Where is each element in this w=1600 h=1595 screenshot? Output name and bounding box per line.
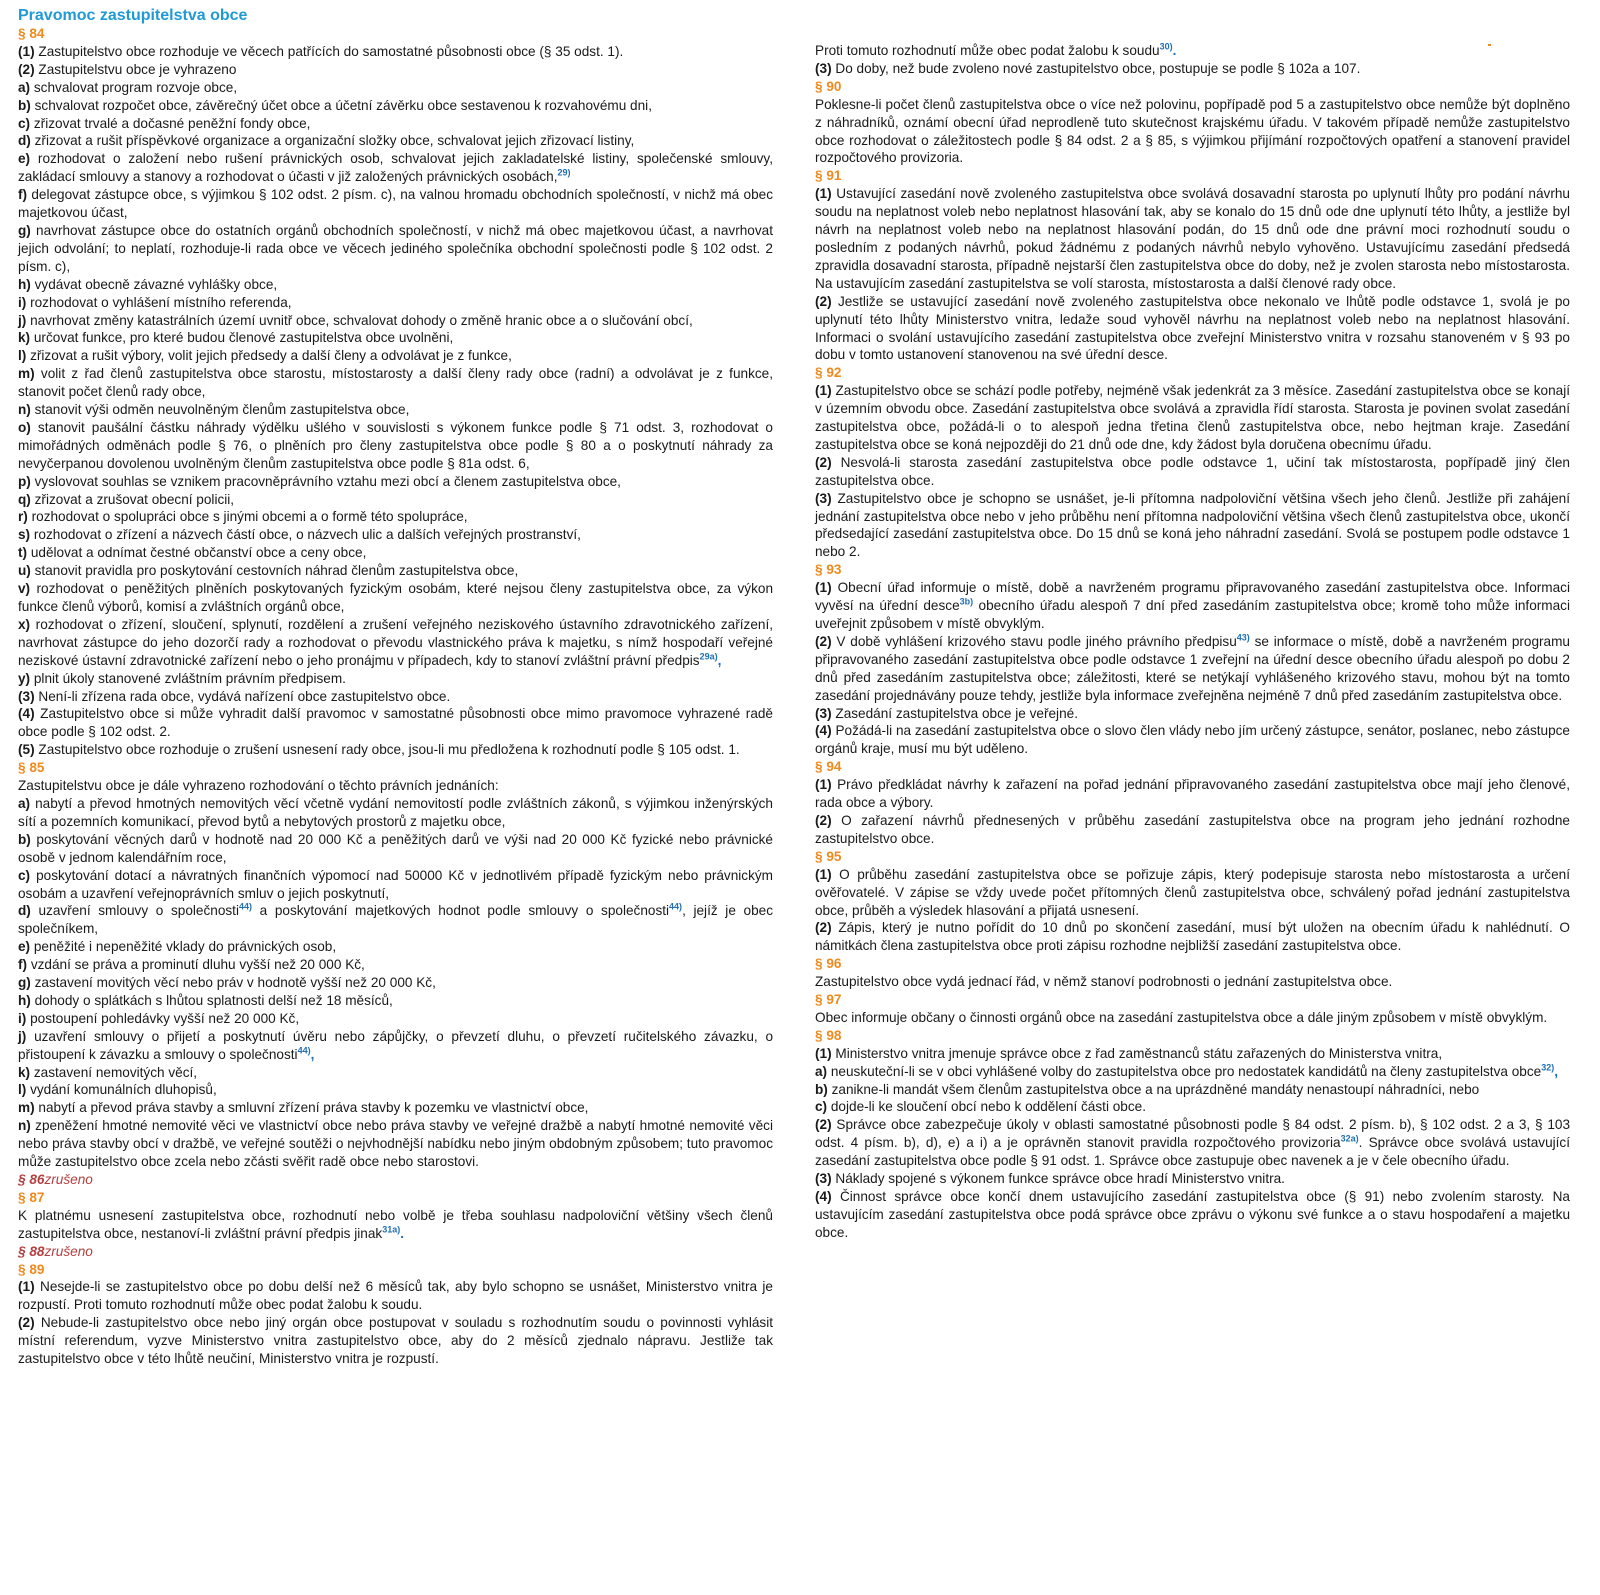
- paragraph-text: zpeněžení hmotné nemovité věci ve vlastnictví obce nebo práva stavby ve veřejné dražbě a nabytí hmotné nemovité věci nebo práva stavby obcí v dražbě, ve veřejné soutěži o nejvhodnější nabídku nebo jiným obdobným způsobem; tuto pravomoc může zastupitelstvo obce zcela nebo zčásti svěřit radě obce nebo starostovi.: [18, 1118, 773, 1170]
- paragraph-label: (1): [815, 866, 832, 882]
- section-heading: § 94: [815, 759, 842, 775]
- paragraph-text: udělovat a odnímat čestné občanství obce a ceny obce,: [27, 545, 367, 561]
- paragraph-label: (4): [18, 706, 35, 722]
- paragraph-text: Požádá-li na zasedání zastupitelstva obce o slovo člen vlády nebo jím určený zástupce, senátor, poslanec, nebo zástupce orgánů kraje, musí mu být uděleno.: [815, 723, 1570, 757]
- paragraph-text: plnit úkoly stanovené zvláštním právním předpisem.: [30, 670, 346, 686]
- paragraph-text: Zastupitelstvo obce si může vyhradit další pravomoc v samostatné působnosti obce mimo pravomoce vyhrazené radě obce podle § 102 odst. 2.: [18, 706, 773, 740]
- section-heading: § 85: [18, 760, 45, 776]
- paragraph-label: c): [815, 1099, 828, 1115]
- paragraph-text: Do doby, než bude zvoleno nové zastupitelstvo obce, postupuje se podle § 102a a 107.: [831, 60, 1361, 76]
- paragraph: [18, 419, 773, 473]
- paragraph-label: h): [18, 992, 31, 1008]
- paragraph-label: (2): [815, 633, 832, 649]
- paragraph-label: j): [18, 312, 27, 328]
- paragraph-label: (2): [815, 920, 832, 936]
- paragraph-label: p): [18, 473, 31, 489]
- paragraph: [18, 956, 773, 974]
- footnote-ref: 29a): [699, 651, 718, 662]
- section-heading: § 89: [18, 1261, 45, 1277]
- paragraph-label: x): [18, 616, 31, 632]
- paragraph-text: Ministerstvo vnitra jmenuje správce obce z řad zaměstnanců státu zařazených do Ministerstva vnitra,: [831, 1045, 1443, 1061]
- section-number: § 86: [18, 1172, 45, 1187]
- paragraph: [815, 812, 1570, 848]
- paragraph-label: u): [18, 563, 31, 579]
- paragraph-label: c): [18, 867, 31, 883]
- paragraph: [18, 795, 773, 831]
- paragraph: [18, 132, 773, 150]
- paragraph-label: g): [18, 975, 31, 991]
- footnote-ref: 30): [1159, 41, 1173, 52]
- paragraph-text: Obec informuje občany o činnosti orgánů obce na zasedání zastupitelstva obce a dále jiným způsobem v místě obvyklým.: [815, 1009, 1548, 1025]
- paragraph: [815, 705, 1570, 723]
- paragraph-text: Není-li zřízena rada obce, vydává nařízení obce zastupitelstvo obce.: [34, 688, 451, 704]
- paragraph-label: r): [18, 509, 28, 525]
- paragraph: [815, 1116, 1570, 1170]
- footnote-ref: 29): [557, 167, 571, 178]
- paragraph: [18, 1314, 773, 1368]
- paragraph-label: (2): [18, 1315, 35, 1331]
- paragraph-text: určovat funkce, pro které budou členové zastupitelstva obce uvolněni,: [30, 330, 454, 346]
- paragraph: [18, 867, 773, 903]
- paragraph-text: Zastupitelstvu obce je vyhrazeno: [34, 61, 237, 77]
- paragraph-text: zanikne-li mandát všem členům zastupitelstva obce a na uprázdněné mandáty nenastoupí náhradníci, nebo: [827, 1081, 1480, 1097]
- paragraph: [18, 1099, 773, 1117]
- paragraph: [18, 1278, 773, 1314]
- paragraph-text: schvalovat rozpočet obce, závěrečný účet obce a účetní závěrku obce sestavenou k rozvahovému dni,: [30, 97, 652, 113]
- paragraph: [815, 776, 1570, 812]
- paragraph: [815, 973, 1570, 991]
- paragraph-label: (1): [18, 43, 35, 59]
- paragraph-text-cont: .: [400, 1225, 404, 1241]
- paragraph-label: i): [18, 294, 27, 310]
- paragraph-label: (3): [815, 705, 832, 721]
- paragraph: [18, 312, 773, 330]
- paragraph: [18, 688, 773, 706]
- section-heading: § 84: [18, 26, 45, 41]
- paragraph-label: f): [18, 187, 28, 203]
- paragraph: [18, 97, 773, 115]
- paragraph: [18, 580, 773, 616]
- paragraph: [18, 992, 773, 1010]
- paragraph-text: zřizovat a rušit výbory, volit jejich předsedy a další členy a odvolávat je z funkce,: [26, 348, 512, 364]
- paragraph-text: Nebude-li zastupitelstvo obce nebo jiný orgán obce postupovat v souladu s rozhodnutím soudu o povinnosti vyhlásit místní referendum, vyzve Ministerstvo vnitra zastupitelstvo obce, aby do 2 měsíců zjednalo nápravu. Jestliže tak zastupitelstvo obce v této lhůtě neučiní, Ministerstvo vnitra je rozpustí.: [18, 1315, 773, 1367]
- paragraph-text: Zastupitelstvo obce se schází podle potřeby, nejméně však jedenkrát za 3 měsíce. Zasedání zastupitelstva obce se konají v územním obvodu obce. Zasedání zastupitelstva obce svolává a zpravidla řídí starosta. Starosta je povinen svolat zasedání zastupitelstva obce, požádá-li o to alespoň jedna třetina členů zastupitelstva obce, nebo hejtman kraje. Zasedání zastupitelstva obce se koná nejpozději do 21 dnů ode dne, kdy žádost byla doručena obecnímu úřadu.: [815, 383, 1570, 452]
- footnote-ref: 32): [1541, 1062, 1555, 1073]
- paragraph-label: g): [18, 222, 31, 238]
- paragraph-label: v): [18, 581, 31, 597]
- paragraph-text-cont: ,: [717, 652, 722, 668]
- footnote-ref: 44): [297, 1045, 311, 1056]
- paragraph: [18, 1064, 773, 1082]
- paragraph-label: n): [18, 402, 31, 418]
- paragraph: [815, 1098, 1570, 1116]
- paragraph: [815, 293, 1570, 365]
- paragraph-text: volit z řad členů zastupitelstva obce starostu, místostarosty a další členy rady obce (radní) a odvolávat je z funkce, stanovit počet členů rady obce,: [18, 366, 773, 400]
- paragraph-text-cont: a poskytování majetkových hodnot podle smlouvy o společnosti: [252, 903, 670, 919]
- paragraph-label: e): [18, 939, 31, 955]
- paragraph-text: zřizovat trvalé a dočasné peněžní fondy obce,: [30, 115, 311, 131]
- paragraph-text: delegovat zástupce obce, s výjimkou § 102 odst. 2 písm. c), na valnou hromadu obchodních společností, v nichž má obec majetkovou účast,: [18, 187, 773, 221]
- paragraph-text: zřizovat a rušit příspěvkové organizace a organizační složky obce, schvalovat jejich zřizovací listiny,: [30, 133, 635, 149]
- paragraph-label: n): [18, 1118, 31, 1134]
- right-column: [815, 42, 1570, 1242]
- paragraph: [815, 490, 1570, 562]
- paragraph-text: rozhodovat o peněžitých plněních poskytovaných fyzickým osobám, které nejsou členy zastupitelstva obce, za výkon funkce členů výborů, komisí a zvláštních orgánů obce,: [18, 581, 773, 614]
- section-heading: § 91: [815, 168, 842, 184]
- paragraph-label: s): [18, 527, 31, 543]
- paragraph: [815, 866, 1570, 920]
- paragraph-text: poskytování dotací a návratných finančních výpomocí nad 50000 Kč v jednotlivém případě fyzickým nebo právnickým osobám a uzavření veřejnoprávních smluv o jejich poskytnutí,: [18, 867, 773, 901]
- paragraph: [18, 491, 773, 509]
- paragraph-label: q): [18, 491, 31, 507]
- paragraph-text: Činnost správce obce končí dnem ustavujícího zasedání zastupitelstva obce (§ 91) nebo zvolením starosty. Na ustavujícím zasedání zastupitelstva obce podá správce obce zprávu o výkonu své funkce a o stavu hospodaření a majetku obce.: [815, 1189, 1570, 1240]
- paragraph-text: Náklady spojené s výkonem funkce správce obce hradí Ministerstvo vnitra.: [831, 1171, 1285, 1187]
- paragraph-text: postoupení pohledávky vyšší než 20 000 Kč,: [26, 1010, 300, 1026]
- repealed-label: zrušeno: [44, 1172, 93, 1187]
- paragraph-text: Zápis, který je nutno pořídit do 10 dnů po skončení zasedání, musí být uložen na obecním úřadu k nahlédnutí. O námitkách člena zastupitelstva obce proti zápisu rozhodne nejbližší zasedání zastupitelstva obce.: [815, 920, 1570, 954]
- paragraph-text-cont: ,: [1554, 1063, 1558, 1079]
- paragraph-label: m): [18, 1100, 35, 1116]
- paragraph-label: y): [18, 670, 31, 686]
- paragraph-label: a): [18, 79, 31, 95]
- paragraph: [18, 186, 773, 222]
- section-heading: § 90: [815, 78, 842, 94]
- paragraph-text: schvalovat program rozvoje obce,: [30, 79, 238, 95]
- paragraph-label: (3): [815, 1171, 832, 1187]
- paragraph-label: b): [815, 1081, 828, 1097]
- paragraph-text: stanovit pravidla pro poskytování cestovních náhrad členům zastupitelstva obce,: [30, 563, 519, 579]
- section-heading: § 92: [815, 365, 842, 381]
- paragraph-text: stanovit paušální částku náhrady výdělku ušlého v souvislosti s výkonem funkce podle § 71 odst. 3, rozhodovat o mimořádných odměnách podle § 76, o plněních pro členy zastupitelstva obce podle § 80 a o poskytnutí náhrady za nevyčerpanou dovolenou uvolněným členům zastupitelstva obce podle § 81a odst. 6,: [18, 419, 773, 471]
- paragraph-label: (2): [18, 61, 35, 77]
- paragraph-text: nabytí a převod hmotných nemovitých věcí včetně vydání nemovitostí podle zvláštních zákonů, s výjimkou inženýrských sítí a pozemních komunikací, převod bytů a nebytových prostorů z majetku obce,: [18, 795, 773, 829]
- paragraph-label: (3): [815, 490, 832, 506]
- paragraph: [815, 722, 1570, 758]
- paragraph: [815, 42, 1570, 60]
- paragraph-text: Zastupitelstvo obce rozhoduje o zrušení usnesení rady obce, jsou-li mu předložena k rozhodnutí podle § 105 odst. 1.: [34, 742, 740, 758]
- paragraph-text-cont: , jejíž je obec společníkem,: [18, 903, 773, 937]
- paragraph: [815, 96, 1570, 168]
- paragraph-label: (4): [815, 723, 832, 739]
- paragraph-text: stanovit výši odměn neuvolněným členům zastupitelstva obce,: [30, 402, 410, 418]
- paragraph: [815, 382, 1570, 454]
- paragraph-text: Zasedání zastupitelstva obce je veřejné.: [831, 705, 1078, 721]
- paragraph-text: zastavení nemovitých věcí,: [30, 1064, 198, 1080]
- paragraph-label: d): [18, 133, 31, 149]
- paragraph-label: a): [815, 1063, 828, 1079]
- paragraph: [18, 670, 773, 688]
- repealed-label: zrušeno: [44, 1243, 93, 1259]
- paragraph-text: uzavření smlouvy o společnosti: [30, 903, 239, 919]
- paragraph: [815, 1009, 1570, 1027]
- paragraph-text-cont: . Správce obce svolává ustavující zasedání zastupitelstva obce podle § 91 odst. 1. Správce obce zastupuje obec navenek a je v čele obecního úřadu.: [815, 1135, 1570, 1169]
- footnote-ref: 43): [1236, 632, 1250, 643]
- paragraph: [18, 1028, 773, 1064]
- paragraph-label: b): [18, 831, 31, 847]
- paragraph-label: (5): [18, 742, 35, 758]
- paragraph-label: k): [18, 330, 31, 346]
- paragraph: [18, 616, 773, 670]
- paragraph-label: (2): [815, 454, 832, 470]
- paragraph-text: dohody o splátkách s lhůtou splatnosti delší než 18 měsíců,: [30, 992, 393, 1008]
- paragraph-label: l): [18, 348, 27, 364]
- section-number: § 88: [18, 1243, 45, 1259]
- paragraph-label: (2): [815, 1117, 832, 1133]
- paragraph: [18, 741, 773, 759]
- paragraph-text-cont: ,: [310, 1046, 315, 1062]
- paragraph: [18, 1010, 773, 1028]
- section-heading: § 93: [815, 562, 842, 578]
- paragraph-text: Obecní úřad informuje o místě, době a navrženém programu připravovaného zasedání zastupitelstva obce. Informaci vyvěsí na úřední desce: [815, 580, 1570, 614]
- paragraph-text: peněžité i nepeněžité vklady do právnických osob,: [30, 939, 337, 955]
- paragraph-text: rozhodovat o zřízení, sloučení, splynutí, rozdělení a zrušení veřejného neziskového ústavního zdravotnického zařízení, navrhovat zástupce do jeho dozorčí rady a rozhodovat o převodu vlastnického práva k majetku, s nímž hospodaří veřejné neziskové ústavní zdravotnické zařízení nebo o jeho pronájmu v případech, kdy to stanoví zvláštní právní předpis: [18, 616, 773, 668]
- paragraph: [18, 222, 773, 276]
- paragraph-label: (1): [815, 383, 832, 399]
- paragraph-text: Zastupitelstvu obce je dále vyhrazeno rozhodování o těchto právních jednáních:: [18, 778, 499, 794]
- paragraph-text: Právo předkládat návrhy k zařazení na pořad jednání připravovaného zasedání zastupitelstva obce mají jeho členové, rada obce a výbory.: [815, 777, 1570, 811]
- paragraph: [18, 329, 773, 347]
- paragraph-label: (2): [815, 293, 832, 309]
- paragraph-label: m): [18, 366, 35, 382]
- paragraph: [815, 1081, 1570, 1099]
- paragraph-label: (4): [815, 1189, 832, 1204]
- paragraph-label: (2): [815, 812, 832, 828]
- paragraph-label: (1): [815, 186, 832, 202]
- paragraph: [18, 902, 773, 938]
- paragraph: [815, 919, 1570, 955]
- paragraph-text: neuskuteční-li se v obci vyhlášené volby do zastupitelstva obce pro nedostatek kandidátů na členy zastupitelstva obce: [827, 1063, 1542, 1079]
- paragraph-text: K platnému usnesení zastupitelstva obce, rozhodnutí nebo volbě je třeba souhlasu nadpoloviční většiny všech členů zastupitelstva obce, nestanoví-li zvláštní právní předpis jinak: [18, 1207, 773, 1241]
- paragraph: [18, 347, 773, 365]
- paragraph-text: Proti tomuto rozhodnutí může obec podat žalobu k soudu: [815, 43, 1160, 58]
- paragraph-text-cont: .: [1172, 43, 1177, 58]
- paragraph: [18, 705, 773, 741]
- paragraph-label: (3): [18, 688, 35, 704]
- paragraph: [815, 1063, 1570, 1081]
- section-heading: § 98: [815, 1027, 842, 1043]
- paragraph: [18, 294, 773, 312]
- paragraph: [18, 562, 773, 580]
- paragraph: [18, 526, 773, 544]
- paragraph: [815, 60, 1570, 78]
- paragraph-text: rozhodovat o vyhlášení místního referenda,: [26, 294, 292, 310]
- paragraph: [815, 1045, 1570, 1063]
- paragraph-text: vzdání se práva a prominutí dluhu vyšší než 20 000 Kč,: [27, 957, 365, 973]
- paragraph-label: a): [18, 795, 31, 811]
- paragraph-text: Správce obce zabezpečuje úkoly v oblasti samostatné působnosti podle § 84 odst. 2 písm. b), § 102 odst. 2 a 3, § 103 odst. 4 písm. b), d), e) a i) a je oprávněn stanovit pravidla rozpočtového provizoria: [815, 1117, 1570, 1151]
- section-heading: § 95: [815, 848, 842, 864]
- paragraph-text-cont: se informace o místě, době a navrženém programu připravovaného zasedání zastupitelstva obce podle odstavce 1 zveřejní na úřední desce obecního úřadu alespoň po dobu 2 dnů před zasedáním zastupitelstva obce; záležitosti, které se netýkají vyhlášeného krizového stavu, mohou být na tomto zasedání projednávány pouze tehdy, jestliže byla informace zveřejněna nejméně 7 dnů před zasedáním zastupitelstva obce.: [815, 633, 1570, 703]
- paragraph-label: (1): [815, 777, 832, 793]
- paragraph-text: rozhodovat o zřízení a názvech částí obce, o názvech ulic a dalších veřejných prostranství,: [30, 527, 581, 543]
- paragraph-text: O průběhu zasedání zastupitelstva obce se pořizuje zápis, který podepisuje starosta nebo místostarosta a určení ověřovatelé. V zápise se vždy uvede počet přítomných členů zastupitelstva obce, schválený pořad jednání zastupitelstva obce, průběh a výsledek hlasování a přijatá usnesení.: [815, 866, 1570, 918]
- paragraph: [815, 633, 1570, 705]
- paragraph-label: c): [18, 115, 31, 131]
- paragraph-text: vydávat obecně závazné vyhlášky obce,: [30, 276, 278, 292]
- paragraph-text: dojde-li ke sloučení obcí nebo k oddělení části obce.: [827, 1099, 1146, 1115]
- paragraph: [18, 938, 773, 956]
- section-heading: § 87: [18, 1189, 45, 1205]
- footnote-ref: 44): [238, 901, 252, 912]
- paragraph-text: rozhodovat o spolupráci obce s jinými obcemi a o formě této spolupráce,: [27, 509, 468, 525]
- repealed-section: [18, 1243, 773, 1261]
- paragraph: [18, 777, 773, 795]
- paragraph: [18, 150, 773, 186]
- section-heading: § 96: [815, 956, 842, 972]
- paragraph: [18, 544, 773, 562]
- paragraph-text: V době vyhlášení krizového stavu podle jiného právního předpisu: [831, 633, 1237, 649]
- paragraph-label: i): [18, 1010, 27, 1026]
- footnote-ref: 31a): [382, 1224, 401, 1235]
- paragraph-text: Jestliže se ustavující zasedání nově zvoleného zastupitelstva obce nekonalo ve lhůtě podle odstavce 1, svolá je po uplynutí této lhůty Ministerstvo vnitra, ledaže soud vyhověl návrhu na neplatnost voleb nebo na neplatnost hlasování. Informaci o svolání ustavujícího zasedání zastupitelstva obce zveřejní Ministerstvo vnitra v rozsahu stanoveném v § 93 po dobu v tomto ustanovení stanovenou na své úřední desce.: [815, 293, 1570, 363]
- paragraph: [18, 1117, 773, 1171]
- footnote-ref: 3b): [959, 596, 974, 607]
- paragraph: [815, 1170, 1570, 1188]
- footnote-ref: 44): [669, 901, 683, 912]
- paragraph-label: b): [18, 97, 31, 113]
- paragraph-text: uzavření smlouvy o přijetí a poskytnutí úvěru nebo zápůjčky, o převzetí dluhu, o převzetí ručitelského závazku, o přistoupení k závazku a smlouvy o společnosti: [18, 1028, 773, 1062]
- repealed-section: [18, 1171, 773, 1189]
- paragraph-label: (3): [815, 60, 832, 76]
- paragraph: [18, 115, 773, 133]
- paragraph: [815, 454, 1570, 490]
- paragraph-label: l): [18, 1082, 27, 1098]
- page-title: Pravomoc zastupitelstva obce: [18, 7, 248, 24]
- paragraph-label: f): [18, 957, 28, 973]
- paragraph: [18, 1207, 773, 1243]
- paragraph-text: nabytí a převod práva stavby a smluvní zřízení práva stavby k pozemku ve vlastnictví obce,: [34, 1100, 589, 1116]
- paragraph: [815, 1188, 1570, 1242]
- paragraph-text: Nesvolá-li starosta zasedání zastupitelstva obce podle odstavce 1, učiní tak místostarosta, popřípadě jiný člen zastupitelstva obce.: [815, 454, 1570, 488]
- paragraph-text: navrhovat zástupce obce do ostatních orgánů obchodních společností, v nichž má obec majetkovou účast, a navrhovat jejich odvolání; to neplatí, rozhoduje-li rada obce ve věcech jediného společníka obchodní společnosti podle § 102 odst. 2 písm. c),: [18, 222, 773, 274]
- paragraph-text: Zastupitelstvo obce rozhoduje ve věcech patřících do samostatné působnosti obce (§ 35 odst. 1).: [34, 43, 624, 59]
- paragraph-text: Zastupitelstvo obce je schopno se usnášet, je-li přítomna nadpoloviční většina všech jeho členů. Jestliže při zahájení jednání zastupitelstva obce nebo v jeho průběhu není přítomna nadpoloviční většina všech členů zastupitelstva obce, ukončí předsedající zasedání zastupitelstva obce. Do 15 dnů se koná jeho náhradní zasedání. Svolá se postupem podle odstavce 1 nebo 2.: [815, 490, 1570, 560]
- paragraph-text: vydání komunálních dluhopisů,: [26, 1082, 217, 1098]
- paragraph: [18, 79, 773, 97]
- paragraph-text: zřizovat a zrušovat obecní policii,: [30, 491, 235, 507]
- paragraph: [18, 365, 773, 401]
- paragraph-label: (1): [815, 580, 832, 596]
- left-column: [18, 6, 773, 1368]
- paragraph: [18, 831, 773, 867]
- paragraph-label: j): [18, 1028, 27, 1044]
- paragraph-text: vyslovovat souhlas se vznikem pracovněprávního vztahu mezi obcí a členem zastupitelstva obce,: [30, 473, 621, 489]
- paragraph: [18, 276, 773, 294]
- paragraph: [18, 473, 773, 491]
- paragraph: [18, 974, 773, 992]
- paragraph: [18, 508, 773, 526]
- paragraph-text: Zastupitelstvo obce vydá jednací řád, v němž stanoví podrobnosti o jednání zastupitelstva obce.: [815, 974, 1393, 990]
- paragraph: [18, 401, 773, 419]
- paragraph-text: Nesejde-li se zastupitelstvo obce po dobu delší než 6 měsíců tak, aby bylo schopno se usnášet, Ministerstvo vnitra je rozpustí. Proti tomuto rozhodnutí může obec podat žalobu k soudu.: [18, 1279, 773, 1313]
- section-heading: § 97: [815, 992, 842, 1008]
- paragraph-label: e): [18, 151, 31, 167]
- paragraph-text: Ustavující zasedání nově zvoleného zastupitelstva obce svolává dosavadní starosta po uplynutí lhůty pro podání návrhu soudu na neplatnost voleb nebo neplatnost hlasování tak, aby se konalo do 15 dnů ode dne uplynutí této lhůty, a jestliže byl návrh na neplatnost voleb nebo na neplatnost hlasování podán, do 15 dnů ode dne právní moci rozhodnutí soudu o posledním z podaných návrhů, pokud žádnému z podaných návrhů nebylo vyhověno. Ustavujícímu zasedání předsedá zpravidla dosavadní starosta, případně nejstarší člen zastupitelstva obce do doby, než je zvolen starosta nebo místostarosta. Na ustavujícím zasedání zastupitelstva se volí starosta, místostarosta a další členové rady obce.: [815, 186, 1570, 291]
- paragraph-text: poskytování věcných darů v hodnotě nad 20 000 Kč a peněžitých darů ve výši nad 20 000 Kč fyzické nebo právnické osobě v jednom kalendářním roce,: [18, 831, 773, 865]
- paragraph: [815, 579, 1570, 633]
- paragraph-label: h): [18, 276, 31, 292]
- paragraph-label: (1): [18, 1279, 35, 1295]
- paragraph-text: Poklesne-li počet členů zastupitelstva obce o více než polovinu, popřípadě pod 5 a zastupitelstvo obce nemůže být doplněno z náhradníků, oznámí obecní úřad neprodleně tuto skutečnost krajskému úřadu. V takovém případě nemůže zastupitelstvo obce rozhodovat o záležitostech podle § 84 odst. 2 a § 85, s výjimkou přijímání rozpočtových opatření a stanovení pravidel rozpočtového provizoria.: [815, 96, 1570, 166]
- paragraph: [815, 185, 1570, 292]
- paragraph-text: O zařazení návrhů přednesených v průběhu zasedání zastupitelstva obce na program jeho jednání rozhodne zastupitelstvo obce.: [815, 812, 1570, 846]
- paragraph-label: t): [18, 545, 28, 561]
- paragraph-text: navrhovat změny katastrálních území uvnitř obce, schvalovat dohody o změně hranic obce a o slučování obcí,: [26, 312, 693, 328]
- paragraph-label: o): [18, 419, 31, 435]
- paragraph: [18, 1081, 773, 1099]
- paragraph-text-cont: obecního úřadu alespoň 7 dní před zasedáním zastupitelstva obce; kromě toho může informaci uveřejnit způsobem v místě obvyklým.: [815, 598, 1570, 631]
- paragraph: [18, 61, 773, 79]
- paragraph-text: rozhodovat o založení nebo rušení právnických osob, schvalovat jejich zakladatelské listiny, společenské smlouvy, zakládací smlouvy a stanovy a rozhodovat o účasti v již založených právnických osobách,: [18, 151, 773, 185]
- paragraph-label: (1): [815, 1045, 832, 1061]
- footnote-ref: 32a): [1340, 1133, 1359, 1144]
- paragraph: [18, 43, 773, 61]
- paragraph-label: d): [18, 903, 31, 919]
- paragraph-text: zastavení movitých věcí nebo práv v hodnotě vyšší než 20 000 Kč,: [30, 975, 436, 991]
- paragraph-label: k): [18, 1064, 31, 1080]
